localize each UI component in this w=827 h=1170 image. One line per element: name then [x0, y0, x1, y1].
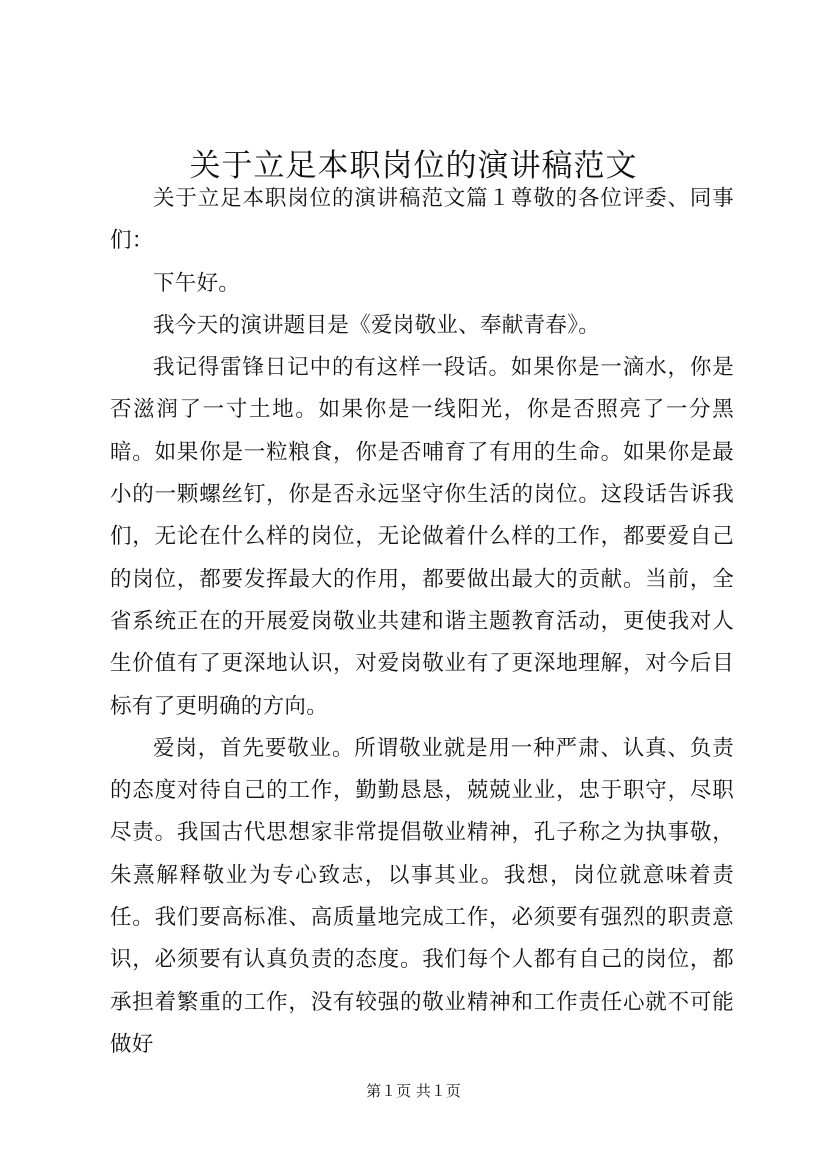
paragraph-4: 我记得雷锋日记中的有这样一段话。如果你是一滴水，你是否滋润了一寸土地。如果你是一线阳光，你是否照亮了一分黑暗。如果你是一粒粮食，你是否哺育了有用的生命。如果你是最小的一颗螺丝钉，你是否永远坚守你生活的岗位。这段话告诉我们，无论在什么样的岗位，无论做着什么样的工作，都要爱自己的岗位，都要发挥最大的作用，都要做出最大的贡献。当前，全省系统正在的开展爱岗敬业共建和谐主题教育活动，更使我对人生价值有了更深地认识，对爱岗敬业有了更深地理解，对今后目标有了更明确的方向。 [110, 355, 734, 719]
document-body [110, 178, 734, 1066]
paragraph-5: 爱岗，首先要敬业。所谓敬业就是用一种严肃、认真、负责的态度对待自己的工作，勤勤恳恳，兢兢业业，忠于职守，尽职尽责。我国古代思想家非常提倡敬业精神，孔子称之为执事敬，朱熹解释敬业为专心致志，以事其业。我想，岗位就意味着责任。我们要高标准、高质量地完成工作，必须要有强烈的职责意识，必须要有认真负责的态度。我们每个人都有自己的岗位，都承担着繁重的工作，没有较强的敬业精神和工作责任心就不可能做好 [110, 735, 734, 1057]
paragraph-1: 关于立足本职岗位的演讲稿范文篇１尊敬的各位评委、同事们： [110, 186, 734, 254]
page-title: 关于立足本职岗位的演讲稿范文 [189, 148, 638, 184]
paragraph-3: 我今天的演讲题目是《爱岗敬业、奉献青春》。 [153, 312, 601, 338]
paragraph-2: 下午好。 [153, 270, 241, 296]
page-footer: 第１页 共１页 [366, 1082, 461, 1100]
